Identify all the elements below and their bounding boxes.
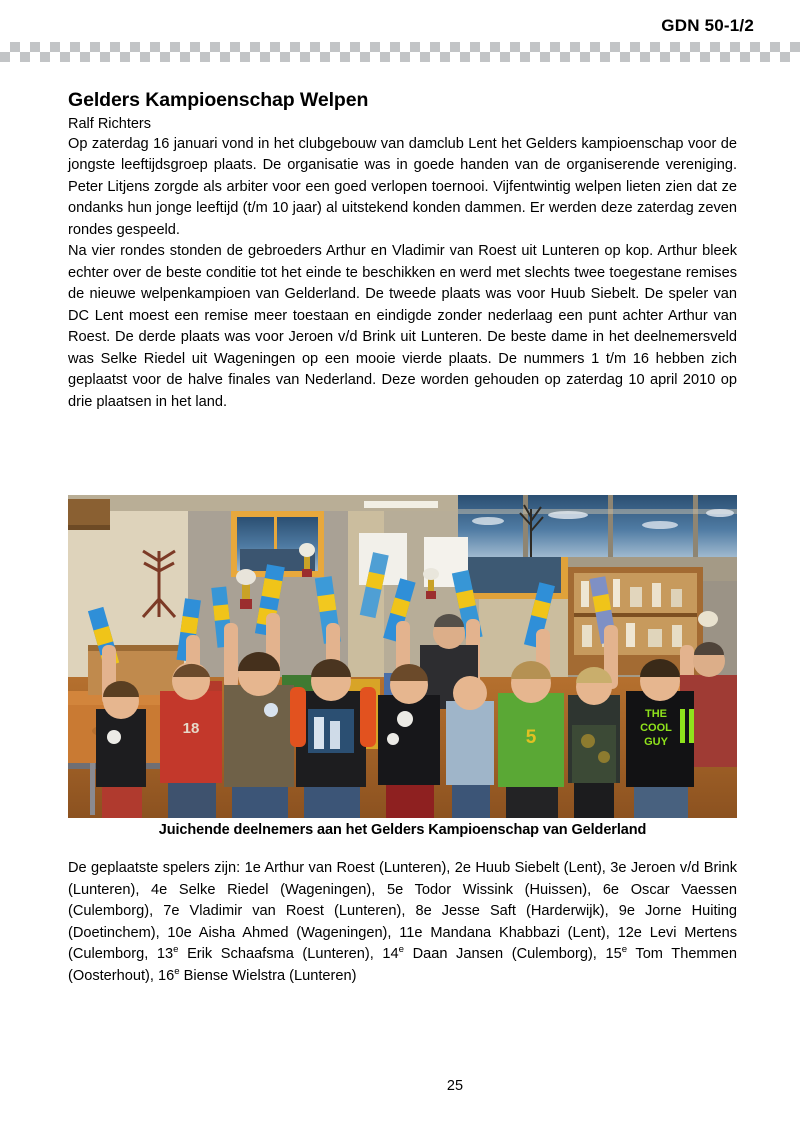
placed-players-segment-b: Erik Schaafsma (Lunteren), 14 (178, 946, 399, 962)
ordinal-suffix-14: e (398, 944, 404, 956)
placed-players-block (68, 858, 737, 987)
page-header (0, 0, 800, 66)
placed-players-intro: De geplaatste spelers zijn: (68, 860, 245, 876)
placed-players-segment-a: 1e Arthur van Roest (Lunteren), 2e Huub Siebelt (Lent), 3e Jeroen v/d Brink (Lunteren), 4e Selke Riedel (Wageningen), 5e Todor Wissink (Huissen), 6e Oscar Vaessen (Culemborg), 7e Vladimir van Roest (Lunteren), 8e Jesse Saft (Harderwijk), 9e Jorne Huiting (Doetinchem), 10e Aisha Ahmed (Wageningen), 11e Mandana Khabbazi (Lent), 12e Levi Mertens (Culemborg, 13 (68, 860, 738, 962)
article-figure (68, 495, 737, 818)
placed-players-paragraph (68, 858, 737, 987)
header-title: GDN 50-1/2 (661, 16, 754, 35)
group-photo (68, 495, 737, 818)
ordinal-suffix-13: e (173, 944, 179, 956)
placed-players-segment-d: Tom Themmen (Oosterhout), 16 (68, 946, 737, 984)
article-paragraph-1: Op zaterdag 16 januari vond in het clubgebouw van damclub Lent het Gelders kampioenschap voor de jongste leeftijdsgroep plaats. De organisatie was in goede handen van de organiserende vereniging. Peter Litjens zorgde als arbiter voor een goed verlopen toernooi. Vijfentwintig welpen lieten zien dat ze ondanks hun jonge leeftijd (t/m 10 jaar) al uitstekend konden dammen. Er werden deze zaterdag zeven rondes gespeeld. (68, 135, 737, 238)
svg-text:COOL: COOL (640, 722, 672, 734)
svg-text:GUY: GUY (644, 736, 668, 748)
placed-players-segment-e: Biense Wielstra (Lunteren) (179, 967, 357, 984)
placed-players-segment-c: Daan Jansen (Culemborg), 15 (403, 946, 622, 962)
article-byline: Ralf Richters (68, 116, 151, 133)
article-body (68, 88, 737, 413)
svg-text:THE: THE (645, 708, 667, 720)
checkerboard-divider (0, 42, 800, 62)
svg-text:18: 18 (182, 720, 200, 737)
page-number: 25 (446, 1078, 464, 1094)
figure-caption: Juichende deelnemers aan het Gelders Kampioenschap van Gelderland (158, 822, 647, 838)
group-photo-artwork (68, 495, 737, 818)
ordinal-suffix-16: e (174, 965, 180, 977)
page-title: Gelders Kampioenschap Welpen (68, 89, 369, 111)
svg-text:5: 5 (525, 727, 537, 748)
article-paragraph-2: Na vier rondes stonden de gebroeders Arthur en Vladimir van Roest uit Lunteren op kop. Arthur bleek echter over de beste conditie tot het einde te beschikken en werd met slechts twee toegestane remises de nieuwe welpenkampioen van Gelderland. De tweede plaats was voor Huub Siebelt. De speler van DC Lent moest een remise meer toestaan en eindigde zonder nederlaag een punt achter Arthur van Roest. De derde plaats was voor Jeroen v/d Brink uit Lunteren. De beste dame in het deelnemersveld was Selke Riedel uit Wageningen op een mooie vierde plaats. De nummers 1 t/m 16 hebben zich geplaatst voor de halve finales van Nederland. Deze worden gehouden op zaterdag 10 april 2010 op drie plaatsen in het land. (68, 243, 737, 410)
ordinal-suffix-15: e (621, 944, 628, 956)
